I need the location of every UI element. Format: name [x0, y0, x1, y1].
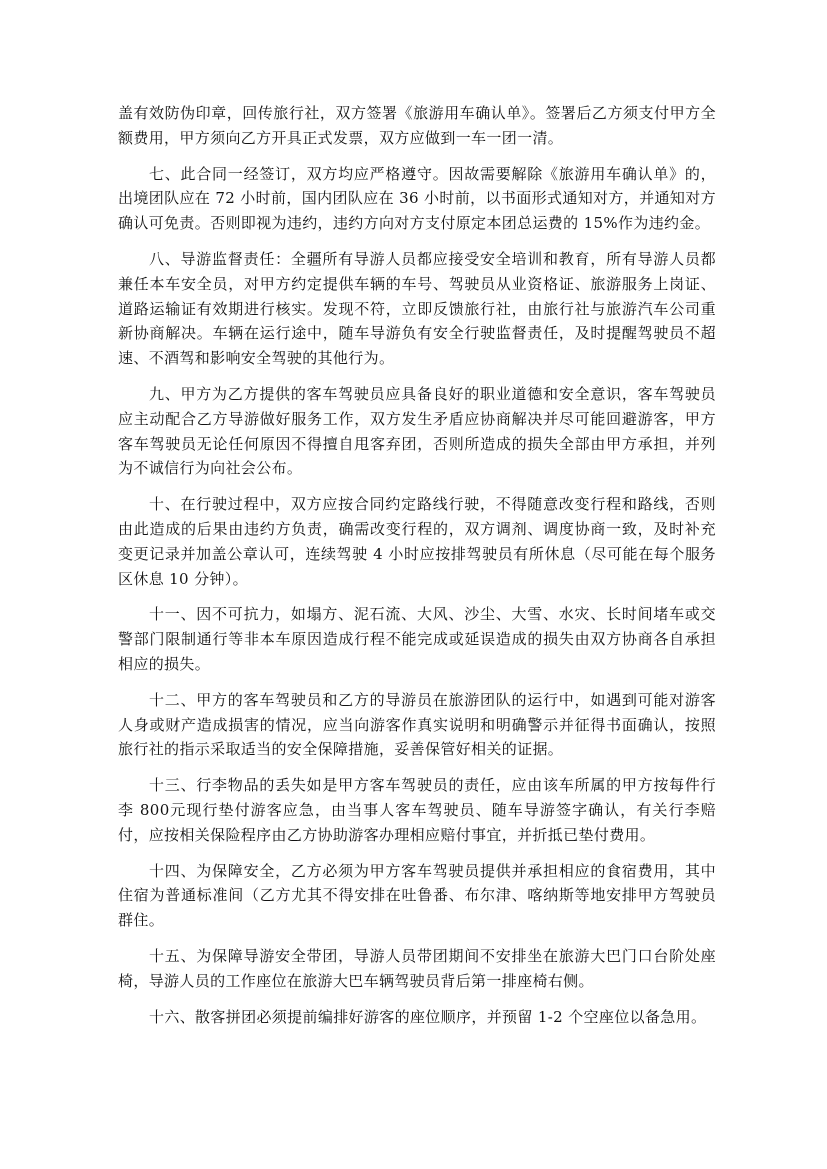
contract-clause-9: 九、甲方为乙方提供的客车驾驶员应具备良好的职业道德和安全意识，客车驾驶员应主动配合乙方导游做好服务工作，双方发生矛盾应协商解决并尽可能回避游客，甲方客车驾驶员无论任何原因不得擅自甩客弃团，否则所造成的损失全部由甲方承担，并列为不诚信行为向社会公布。 [118, 384, 716, 478]
contract-clause-12: 十二、甲方的客车驾驶员和乙方的导游员在旅游团队的运行中，如遇到可能对游客人身或财产造成损害的情况，应当向游客作真实说明和明确警示并征得书面确认，按照旅行社的指示采取适当的安全保障措施，妥善保管好相关的证据。 [118, 690, 716, 759]
contract-clause-15: 十五、为保障导游安全带团，导游人员带团期间不安排坐在旅游大巴门口台阶处座椅，导游人员的工作座位在旅游大巴车辆驾驶员背后第一排座椅右侧。 [118, 946, 716, 990]
contract-clause-14: 十四、为保障安全，乙方必须为甲方客车驾驶员提供并承担相应的食宿费用，其中住宿为普通标准间（乙方尤其不得安排在吐鲁番、布尔津、喀纳斯等地安排甲方驾驶员群住。 [118, 861, 716, 930]
contract-clause-10: 十、在行驶过程中，双方应按合同约定路线行驶，不得随意改变行程和路线，否则由此造成的后果由违约方负责，确需改变行程的，双方调剂、调度协商一致，及时补充变更记录并加盖公章认可，连续驾驶 4 小时应按排驾驶员有所休息（尽可能在每个服务区休息 10 分钟）。 [118, 495, 716, 588]
contract-clause-8: 八、导游监督责任：全疆所有导游人员都应接受安全培训和教育，所有导游人员都兼任本车安全员，对甲方约定提供车辆的车号、驾驶员从业资格证、旅游服务上岗证、道路运输证有效期进行核实。发现不符，立即反馈旅行社，由旅行社与旅游汽车公司重新协商解决。车辆在运行途中，随车导游负有安全行驶监督责任，及时提醒驾驶员不超速、不酒驾和影响安全驾驶的其他行为。 [118, 249, 716, 368]
contract-clause-16: 十六、散客拼团必须提前编排好游客的座位顺序，并预留 1-2 个空座位以备急用。 [149, 1007, 707, 1026]
contract-paragraph-continuation: 盖有效防伪印章，回传旅行社，双方签署《旅游用车确认单》。签署后乙方须支付甲方全额费用，甲方须向乙方开具正式发票，双方应做到一车一团一清。 [118, 104, 716, 147]
contract-clause-7: 七、此合同一经签订，双方均应严格遵守。因故需要解除《旅游用车确认单》的，出境团队应在 72 小时前，国内团队应在 36 小时前，以书面形式通知对方，并通知对方确认可免责。否则即视为违约，违约方向对方支付原定本团总运费的 15%作为违约金。 [118, 164, 716, 233]
contract-clause-11: 十一、因不可抗力，如塌方、泥石流、大风、沙尘、大雪、水灾、长时间堵车或交警部门限制通行等非本车原因造成行程不能完成或延误造成的损失由双方协商各自承担相应的损失。 [118, 605, 716, 673]
contract-clause-13: 十三、行李物品的丢失如是甲方客车驾驶员的责任，应由该车所属的甲方按每件行李 800元现行垫付游客应急，由当事人客车驾驶员、随车导游签字确认，有关行李赔付，应按相关保险程序由乙方协助游客办理相应赔付事宜，并折抵已垫付费用。 [118, 776, 716, 844]
